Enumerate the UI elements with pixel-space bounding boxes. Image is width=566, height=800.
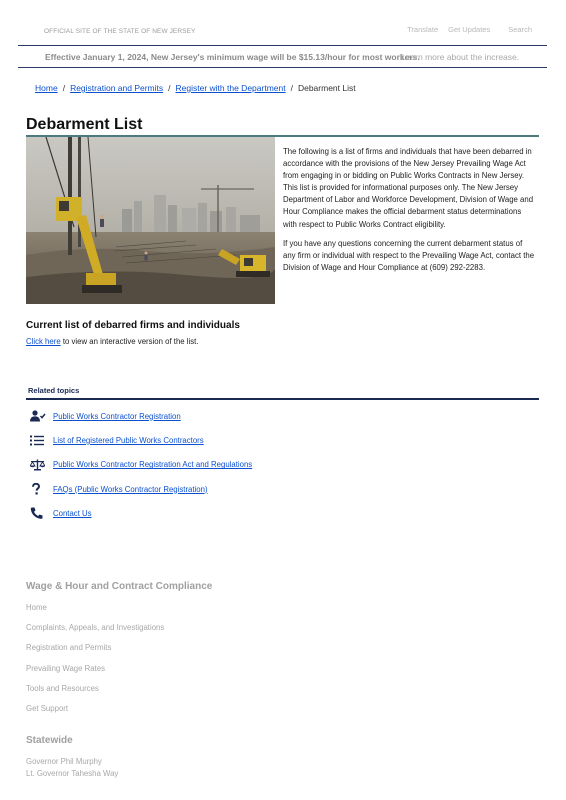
list-item — [30, 428, 530, 452]
question-icon — [30, 482, 52, 496]
announcement-banner — [18, 45, 547, 68]
footer-link-governor[interactable]: Governor Phil Murphy — [26, 757, 102, 766]
utility-links — [407, 25, 532, 34]
banner-learn-more-link[interactable]: Learn more about the increase. — [401, 51, 520, 62]
footer-link-home[interactable]: Home — [26, 603, 47, 612]
official-site-label: OFFICIAL SITE OF THE STATE OF NEW JERSEY — [44, 28, 196, 35]
get-updates-link[interactable]: Get Updates — [448, 25, 491, 34]
breadcrumb-separator: / — [290, 83, 293, 93]
related-link-registered-contractors[interactable]: List of Registered Public Works Contractors — [53, 435, 204, 445]
breadcrumb — [35, 83, 356, 93]
current-list-rest: to view an interactive version of the list. — [60, 337, 199, 346]
list-item — [30, 404, 530, 428]
breadcrumb-separator: / — [168, 83, 171, 93]
list-item — [30, 477, 530, 501]
breadcrumb-register-department[interactable]: Register with the Department — [175, 83, 286, 93]
search-link[interactable]: Search — [508, 25, 532, 34]
breadcrumb-separator: / — [62, 83, 66, 93]
current-list-heading: Current list of debarred firms and individuals — [26, 320, 240, 331]
related-topics-list — [30, 404, 530, 525]
intro-paragraph: The following is a list of firms and individuals that have been debarred in accordance with the provisions of the New Jersey Prevailing Wage Act from engaging in or bidding on Public Works Contracts in New Jersey. This list is provided for informational purposes only. The New Jersey Department of Labor and Workforce Development, Division of Wage and Hour Compliance makes the official debarment status determinations with respect to Public Works Contract eligibility. — [283, 147, 534, 229]
intro-text — [283, 146, 535, 281]
footer-link-support[interactable]: Get Support — [26, 703, 69, 713]
footer-nav-list — [26, 603, 164, 724]
translate-link[interactable]: Translate — [407, 25, 439, 34]
user-check-icon — [30, 409, 52, 423]
footer-link-registration[interactable]: Registration and Permits — [26, 643, 112, 653]
related-link-faqs[interactable]: FAQs (Public Works Contractor Registration) — [53, 484, 208, 494]
click-here-link[interactable]: Click here — [26, 337, 61, 346]
list-icon — [30, 433, 52, 447]
scale-icon — [30, 458, 52, 472]
intro-paragraph: If you have any questions concerning the current debarment status of any firm or individual with respect to the Prevailing Wage Act, contact the Division of Wage and Hour Compliance at (609) 292-2283. — [283, 238, 535, 272]
related-topics-heading: Related topics — [28, 386, 80, 395]
footer-link-complaints[interactable]: Complaints, Appeals, and Investigations — [26, 623, 165, 633]
footer-statewide-list — [26, 757, 118, 781]
list-item — [30, 453, 530, 477]
related-link-registration-act[interactable]: Public Works Contractor Registration Act and Regulations — [53, 460, 253, 470]
footer-section-heading: Wage & Hour and Contract Compliance — [26, 581, 213, 592]
related-link-contractor-registration[interactable]: Public Works Contractor Registration — [53, 411, 181, 421]
banner-message: Effective January 1, 2024, New Jersey's minimum wage will be $15.13/hour for most workers. — [45, 51, 420, 62]
related-link-contact-us[interactable]: Contact Us — [53, 508, 92, 518]
footer-statewide-heading: Statewide — [26, 735, 73, 746]
construction-site-photo — [26, 137, 275, 304]
breadcrumb-registration-permits[interactable]: Registration and Permits — [70, 83, 164, 93]
footer-link-tools[interactable]: Tools and Resources — [26, 683, 99, 693]
current-list-text — [26, 337, 198, 346]
breadcrumb-current: Debarment List — [297, 83, 356, 93]
page-title: Debarment List — [26, 116, 143, 133]
footer-link-prevailing-wage[interactable]: Prevailing Wage Rates — [26, 663, 106, 673]
breadcrumb-home[interactable]: Home — [35, 83, 58, 93]
footer-link-lt-governor[interactable]: Lt. Governor Tahesha Way — [26, 769, 119, 779]
related-topics-divider — [26, 398, 539, 400]
top-bar — [0, 0, 566, 46]
list-item — [30, 501, 530, 525]
phone-icon — [30, 506, 52, 520]
